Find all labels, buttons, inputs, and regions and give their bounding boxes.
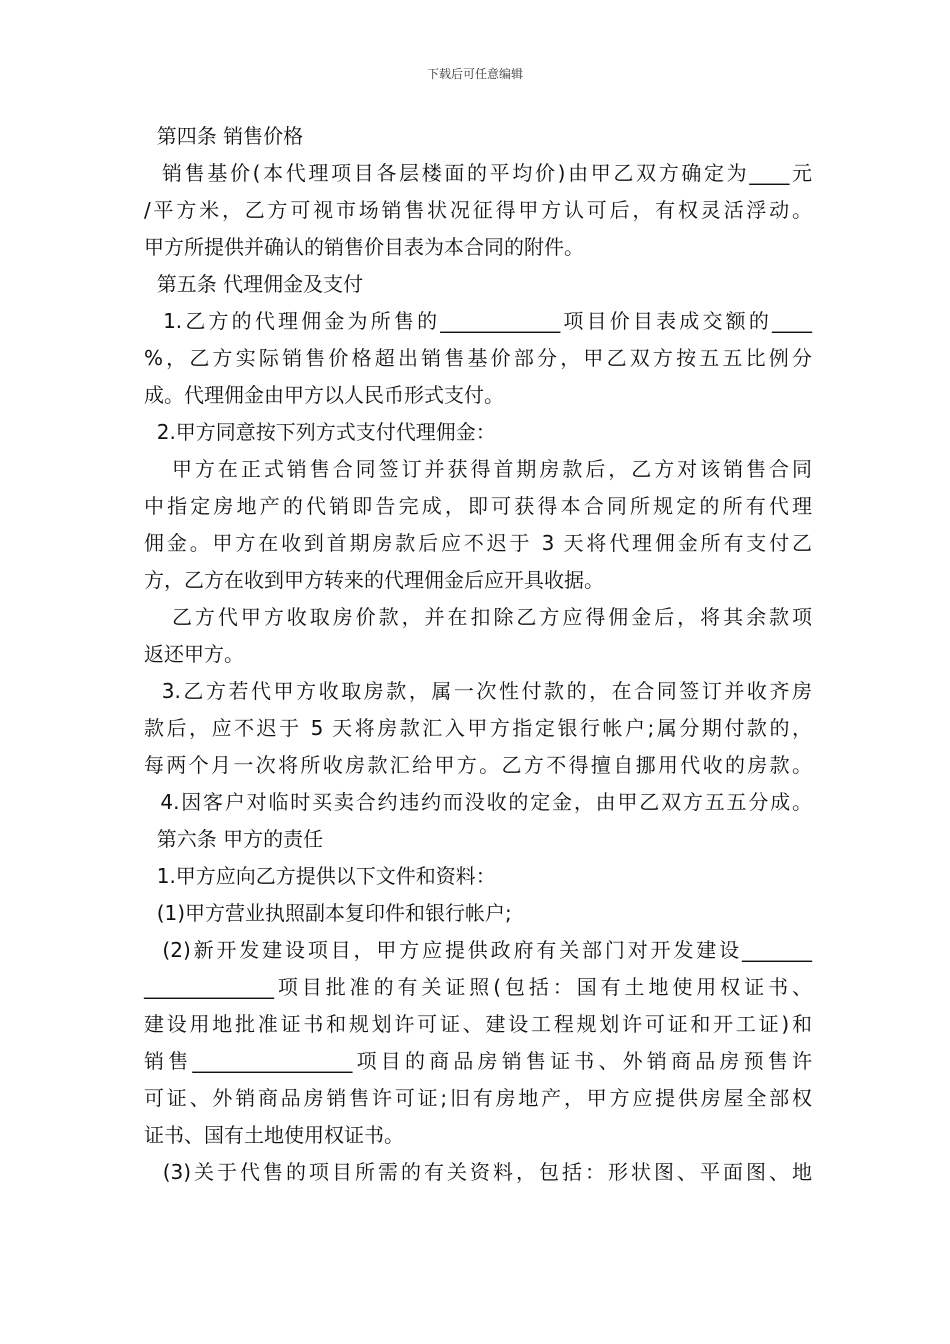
- text-line: 甲方所提供并确认的销售价目表为本合同的附件。: [144, 235, 584, 259]
- text-line: 第四条 销售价格: [144, 124, 304, 148]
- text-line: 证书、国有土地使用权证书。: [144, 1123, 404, 1147]
- page-header-note: 下载后可任意编辑: [426, 67, 523, 81]
- text-line: (2)新开发建设项目，甲方应提供政府有关部门对开发建设_______: [144, 938, 812, 962]
- text-line: 佣金。甲方在收到首期房款后应不迟于 3 天将代理佣金所有支付乙: [144, 531, 812, 555]
- text-line: 款后，应不迟于 5 天将房款汇入甲方指定银行帐户;属分期付款的，: [144, 716, 812, 740]
- text-line: 销售________________项目的商品房销售证书、外销商品房预售许: [144, 1049, 812, 1073]
- text-line: 建设用地批准证书和规划许可证、建设工程规划许可证和开工证)和: [144, 1012, 812, 1036]
- text-line: 可证、外销商品房销售许可证;旧有房地产，甲方应提供房屋全部权: [144, 1086, 812, 1110]
- text-line: (1)甲方营业执照副本复印件和银行帐户;: [144, 901, 512, 925]
- text-line: 2.甲方同意按下列方式支付代理佣金：: [144, 420, 496, 444]
- text-line: /平方米，乙方可视市场销售状况征得甲方认可后，有权灵活浮动。: [144, 198, 812, 222]
- text-line: %，乙方实际销售价格超出销售基价部分，甲乙双方按五五比例分: [144, 346, 812, 370]
- text-line: 乙方代甲方收取房价款，并在扣除乙方应得佣金后，将其余款项: [144, 605, 812, 629]
- text-line: 销售基价(本代理项目各层楼面的平均价)由甲乙双方确定为____元: [144, 161, 812, 185]
- text-line: 4.因客户对临时买卖合约违约而没收的定金，由甲乙双方五五分成。: [144, 790, 812, 814]
- text-line: 1.甲方应向乙方提供以下文件和资料：: [144, 864, 496, 888]
- text-line: 每两个月一次将所收房款汇给甲方。乙方不得擅自挪用代收的房款。: [144, 753, 812, 777]
- text-line: 中指定房地产的代销即告完成，即可获得本合同所规定的所有代理: [144, 494, 812, 518]
- text-line: 3.乙方若代甲方收取房款，属一次性付款的，在合同签订并收齐房: [144, 679, 812, 703]
- text-line: (3)关于代售的项目所需的有关资料，包括：形状图、平面图、地: [144, 1160, 812, 1184]
- document-body: [144, 118, 812, 1191]
- text-line: 1.乙方的代理佣金为所售的____________项目价目表成交额的____: [144, 309, 812, 333]
- text-line: 甲方在正式销售合同签订并获得首期房款后，乙方对该销售合同: [144, 457, 812, 481]
- text-line: 方，乙方在收到甲方转来的代理佣金后应开具收据。: [144, 568, 604, 592]
- text-line: 第六条 甲方的责任: [144, 827, 324, 851]
- text-line: _____________项目批准的有关证照(包括：国有土地使用权证书、: [144, 975, 812, 999]
- text-line: 第五条 代理佣金及支付: [144, 272, 364, 296]
- text-line: 成。代理佣金由甲方以人民币形式支付。: [144, 383, 504, 407]
- text-line: 返还甲方。: [144, 642, 244, 666]
